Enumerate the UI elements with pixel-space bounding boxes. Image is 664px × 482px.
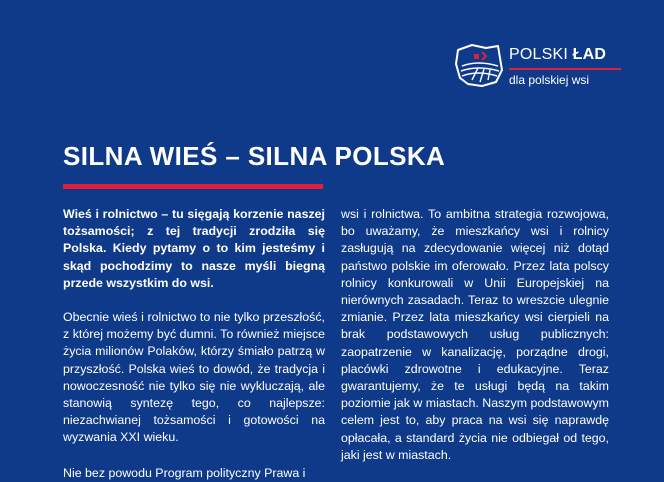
logo-title bbox=[509, 46, 606, 64]
next-paragraph-fragment: Nie bez powodu Program polityczny Prawa i bbox=[63, 465, 306, 480]
title-underline bbox=[63, 184, 323, 189]
body-paragraph: Obecnie wieś i rolnictwo to nie tylko przeszłość, z której możemy być dumni. To również miejsce życia milionów Polaków, którzy śmiało patrzą w przyszłość. Polska wieś to dowód, że tradycja i nowoczesność nie tylko się nie wykluczają, ale stanowią syntezę tego, co najlepsze: niezachwianej tożsamości i gotowości na wyzwania XXI wieku. bbox=[63, 310, 325, 445]
poland-map-icon bbox=[452, 42, 504, 92]
logo-divider bbox=[509, 68, 621, 70]
page-title: SILNA WIEŚ – SILNA POLSKA bbox=[63, 141, 446, 171]
logo-title-regular: POLSKI bbox=[509, 46, 573, 63]
polski-lad-logo bbox=[452, 42, 642, 92]
lead-paragraph: Wieś i rolnictwo – tu sięgają korzenie naszej tożsamości; z tej tradycji zrodziła się Polska. Kiedy pytamy o to kim jesteśmy i skąd pochodzimy to nasze myśli biegną przede wszystkim do wsi. bbox=[63, 207, 325, 290]
logo-title-bold: ŁAD bbox=[572, 46, 607, 63]
right-column bbox=[341, 206, 609, 464]
logo-subtitle: dla polskiej wsi bbox=[509, 73, 590, 87]
right-paragraph: wsi i rolnictwa. To ambitna strategia rozwojowa, bo uważamy, że mieszkańcy wsi i rolnicy zasługują na zdecydowanie więcej niż dotąd państwo polskie im oferowało. Przez lata polscy rolnicy konkurowali w Unii Europejskiej na nierównych zasadach. Teraz to wreszcie ulegnie zmianie. Przez lata mieszkańcy wsi cierpieli na brak podstawowych usług publicznych: zaopatrzenie w kanalizację, porządne drogi, placówki zdrowotne i edukacyjne. Teraz gwarantujemy, że te usługi będą na takim poziomie jak w miastach. Naszym podstawowym celem jest to, aby praca na wsi się naprawdę opłacała, a standard życia nie odbiegał od tego, jaki jest w miastach. bbox=[341, 207, 609, 462]
left-column bbox=[63, 206, 325, 482]
